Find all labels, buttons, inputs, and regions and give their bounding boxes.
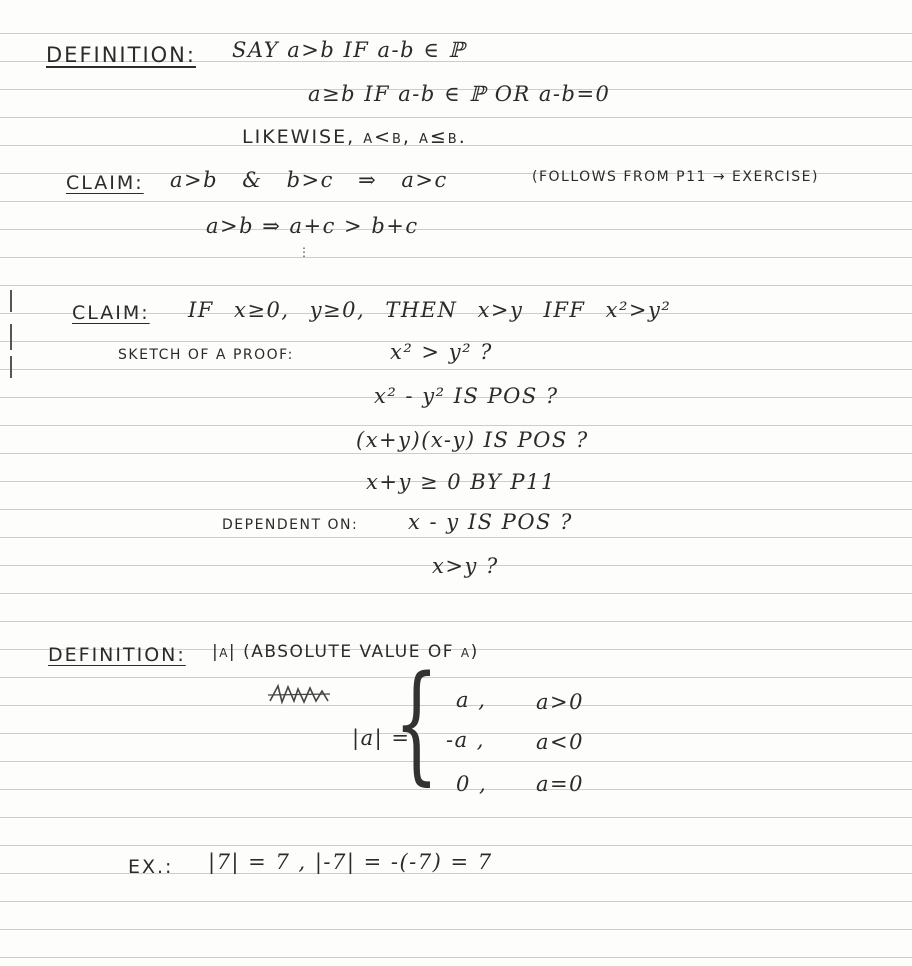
absolute-value-lhs: |a| =: [352, 726, 411, 750]
scribble-mark: [268, 683, 330, 705]
sketch-label: SKETCH OF A PROOF:: [118, 347, 294, 363]
proof-step: (x+y)(x-y) IS POS ?: [356, 428, 589, 452]
claim-label: CLAIM:: [66, 172, 144, 194]
case-value: -a ,: [446, 728, 485, 752]
proof-step: x - y IS POS ?: [408, 510, 573, 534]
cases-brace: {: [394, 649, 439, 798]
case-condition: a=0: [536, 772, 584, 796]
margin-tick: [10, 356, 12, 378]
example-text: |7| = 7 , |-7| = -(-7) = 7: [208, 850, 493, 874]
claim-note: (FOLLOWS FROM P11 → EXERCISE): [532, 169, 819, 185]
margin-tick: [10, 290, 12, 312]
proof-step: x² > y² ?: [390, 340, 493, 364]
proof-step: x² - y² IS POS ?: [374, 384, 559, 408]
example-label: EX.:: [128, 856, 174, 878]
margin-marks: [10, 290, 20, 380]
case-condition: a>0: [536, 690, 584, 714]
definition-label: DEFINITION:: [48, 644, 186, 666]
absolute-value-term: |a| (ABSOLUTE VALUE OF a): [212, 642, 479, 662]
proof-step: x>y ?: [432, 554, 499, 578]
claim-line-2: a>b ⇒ a+c > b+c: [206, 214, 419, 238]
dependent-label: DEPENDENT ON:: [222, 517, 359, 533]
case-value: 0 ,: [456, 772, 488, 796]
definition-line-3: LIKEWISE, a<b, a≤b.: [242, 126, 467, 148]
claim-label: CLAIM:: [72, 302, 150, 324]
case-condition: a<0: [536, 730, 584, 754]
continuation-dots: ⋮: [298, 245, 310, 259]
definition-label: DEFINITION:: [46, 43, 196, 67]
claim-statement: IF x≥0, y≥0, THEN x>y IFF x²>y²: [188, 298, 672, 322]
margin-tick: [10, 324, 12, 350]
definition-line-1: SAY a>b IF a-b ∈ ℙ: [232, 38, 466, 62]
case-value: a ,: [456, 688, 487, 712]
claim-line-1: a>b & b>c ⇒ a>c: [170, 168, 448, 192]
definition-line-2: a≥b IF a-b ∈ ℙ OR a-b=0: [308, 82, 611, 106]
proof-step: x+y ≥ 0 BY P11: [366, 470, 556, 494]
